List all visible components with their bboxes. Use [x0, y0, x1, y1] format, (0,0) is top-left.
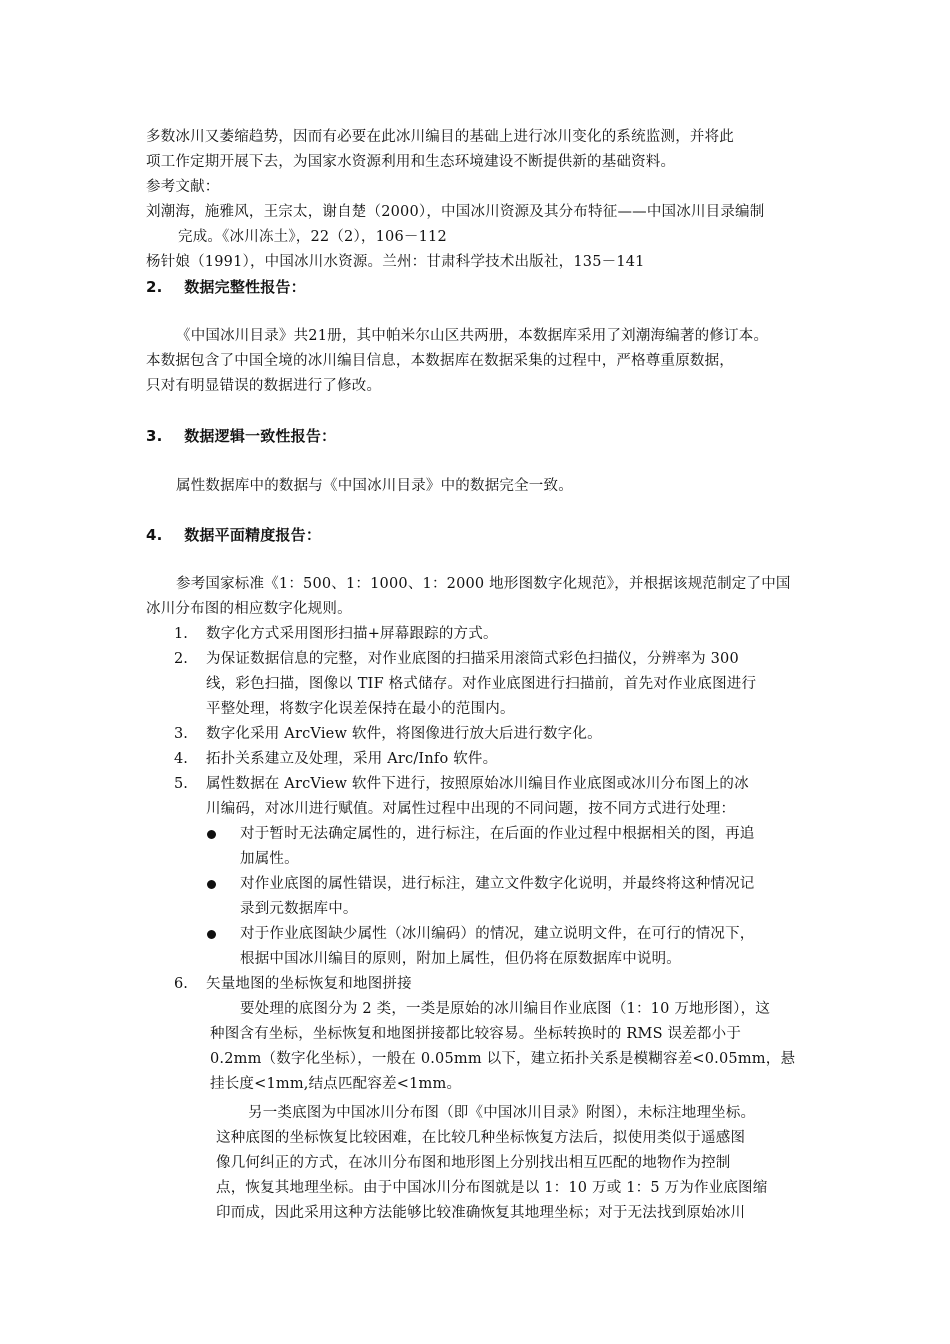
list-item-line: 数字化方式采用图形扫描+屏幕跟踪的方式。	[206, 626, 498, 642]
section-heading: 2. 数据完整性报告：	[146, 278, 306, 296]
intro-line: 项工作定期开展下去，为国家水资源利用和生态环境建设不断提供新的基础资料。	[146, 154, 676, 170]
paragraph-line: 种图含有坐标，坐标恢复和地图拼接都比较容易。坐标转换时的 RMS 误差都小于	[210, 1026, 742, 1042]
list-item-line: 为保证数据信息的完整，对作业底图的扫描采用滚筒式彩色扫描仪，分辨率为 300	[206, 651, 739, 667]
bullet-line: 根据中国冰川编目的原则，附加上属性，但仍将在原数据库中说明。	[240, 951, 681, 967]
paragraph-line: 像几何纠正的方式，在冰川分布图和地形图上分别找出相互匹配的地物作为控制	[216, 1155, 731, 1171]
reference-item-cont: 完成。《冰川冻土》，22（2），106－112	[178, 229, 447, 245]
bullet-line: 对于暂时无法确定属性的，进行标注，在后面的作业过程中根据相关的图，再追	[240, 826, 755, 842]
list-number: 4.	[174, 751, 188, 767]
list-number: 2.	[174, 651, 188, 667]
paragraph-line: 属性数据库中的数据与《中国冰川目录》中的数据完全一致。	[176, 478, 573, 494]
paragraph-line: 参考国家标准《1：500、1：1000、1：2000 地形图数字化规范》，并根据该规范制定了中国	[176, 576, 791, 592]
section-heading: 4. 数据平面精度报告：	[146, 526, 322, 544]
paragraph-line: 0.2mm（数字化坐标），一般在 0.05mm 以下，建立拓扑关系是模糊容差<0.05mm，悬	[210, 1051, 796, 1067]
bullet-icon	[207, 930, 216, 939]
paragraph-line: 另一类底图为中国冰川分布图（即《中国冰川目录》附图），未标注地理坐标。	[248, 1105, 756, 1121]
section-heading: 3. 数据逻辑一致性报告：	[146, 427, 337, 445]
list-item-line: 拓扑关系建立及处理，采用 Arc/Info 软件。	[206, 751, 498, 767]
references-label: 参考文献：	[146, 179, 220, 195]
bullet-icon	[207, 880, 216, 889]
list-item-line: 线，彩色扫描，图像以 TIF 格式储存。对作业底图进行扫描前，首先对作业底图进行	[206, 676, 757, 692]
list-item-line: 数字化采用 ArcView 软件，将图像进行放大后进行数字化。	[206, 726, 602, 742]
bullet-icon	[207, 830, 216, 839]
list-number: 1.	[174, 626, 188, 642]
list-item-line: 平整处理，将数字化误差保持在最小的范围内。	[206, 701, 515, 717]
list-number: 5.	[174, 776, 188, 792]
list-item-line: 川编码，对冰川进行赋值。对属性过程中出现的不同问题，按不同方式进行处理：	[206, 801, 736, 817]
reference-item: 刘潮海，施雅风，王宗太，谢自楚（2000），中国冰川资源及其分布特征——中国冰川目录编制	[146, 204, 765, 220]
intro-line: 多数冰川又萎缩趋势，因而有必要在此冰川编目的基础上进行冰川变化的系统监测，并将此	[146, 129, 734, 145]
paragraph-line: 点，恢复其地理坐标。由于中国冰川分布图就是以 1：10 万或 1：5 万为作业底图缩	[216, 1180, 768, 1196]
list-item-title: 矢量地图的坐标恢复和地图拼接	[206, 976, 412, 992]
list-item-line: 属性数据在 ArcView 软件下进行，按照原始冰川编目作业底图或冰川分布图上的冰	[206, 776, 749, 792]
bullet-line: 对作业底图的属性错误，进行标注，建立文件数字化说明，并最终将这种情况记	[240, 876, 755, 892]
paragraph-line: 本数据包含了中国全境的冰川编目信息，本数据库在数据采集的过程中，严格尊重原数据，	[146, 353, 734, 369]
paragraph-line: 只对有明显错误的数据进行了修改。	[146, 378, 382, 394]
reference-item: 杨针娘（1991），中国冰川水资源。兰州：甘肃科学技术出版社，135－141	[146, 254, 645, 270]
paragraph-line: 冰川分布图的相应数字化规则。	[146, 601, 352, 617]
paragraph-line: 这种底图的坐标恢复比较困难，在比较几种坐标恢复方法后，拟使用类似于遥感图	[216, 1130, 746, 1146]
bullet-line: 录到元数据库中。	[240, 901, 358, 917]
bullet-line: 加属性。	[240, 851, 299, 867]
list-number: 6.	[174, 976, 188, 992]
bullet-line: 对于作业底图缺少属性（冰川编码）的情况，建立说明文件，在可行的情况下，	[240, 926, 755, 942]
paragraph-line: 《中国冰川目录》共21册，其中帕米尔山区共两册，本数据库采用了刘潮海编著的修订本。	[176, 328, 769, 344]
list-number: 3.	[174, 726, 188, 742]
paragraph-line: 印而成，因此采用这种方法能够比较准确恢复其地理坐标；对于无法找到原始冰川	[216, 1205, 746, 1221]
paragraph-line: 挂长度<1mm,结点匹配容差<1mm。	[210, 1076, 462, 1092]
paragraph-line: 要处理的底图分为 2 类，一类是原始的冰川编目作业底图（1：10 万地形图），这	[240, 1001, 770, 1017]
